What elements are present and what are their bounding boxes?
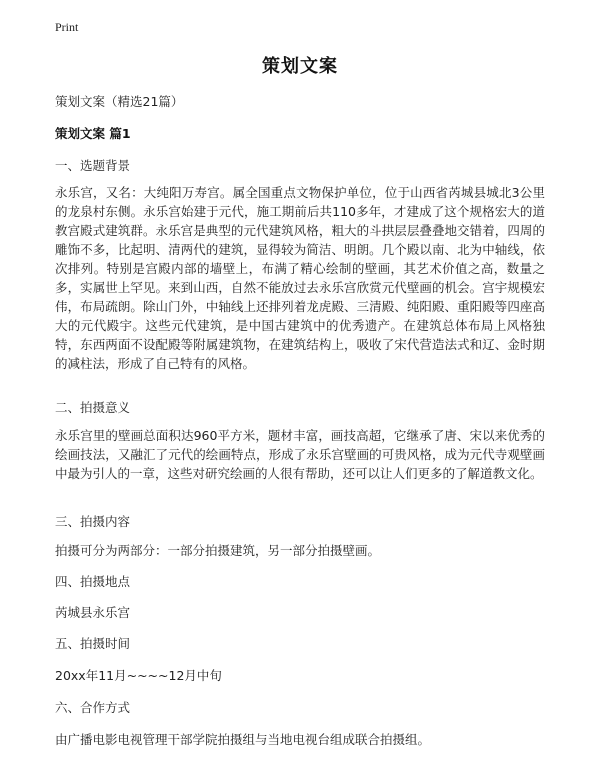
section-body-significance: 永乐宫里的壁画总面积达960平方米，题材丰富，画技高超，它继承了唐、宋以来优秀的绘画技法，又融汇了元代的绘画特点，形成了永乐宫壁画的可贵风格，成为元代寺观壁画中最为引人的一章，这些对研究绘画的人很有帮助，还可以让人们更多的了解道教文化。 — [55, 428, 545, 481]
section-body-location: 芮城县永乐宫 — [55, 605, 131, 620]
print-link[interactable]: Print — [55, 20, 79, 34]
article-title: 策划文案 篇1 — [55, 126, 131, 141]
page-title: 策划文案 — [262, 56, 338, 77]
document-subtitle: 策划文案（精选21篇） — [55, 94, 184, 109]
section-body-cooperation: 由广播电影电视管理干部学院拍摄组与当地电视台组成联合拍摄组。 — [55, 732, 431, 747]
section-body-background: 永乐宫，又名：大纯阳万寿宫。属全国重点文物保护单位，位于山西省芮城县城北3公里的龙泉村东侧。永乐宫始建于元代，施工期前后共110多年，才建成了这个规格宏大的道教宫殿式建筑群。永乐宫是典型的元代建筑风格，粗大的斗拱层层叠叠地交错着，四周的雕饰不多，比起明、清两代的建筑，显得较为简洁、明朗。几个殿以南、北为中轴线，依次排列。特别是宫殿内部的墙壁上，布满了精心绘制的壁画，其艺术价值之高，数量之多，实属世上罕见。来到山西，自然不能放过去永乐宫欣赏元代壁画的机会。宫宇规模宏伟，布局疏朗。除山门外，中轴线上还排列着龙虎殿、三清殿、纯阳殿、重阳殿等四座高大的元代殿宇。这些元代建筑，是中国古建筑中的优秀遗产。在建筑总体布局上风格独特，东西两面不设配殿等附属建筑物，在建筑结构上，吸收了宋代营造法式和辽、金时期的减柱法，形成了自己特有的风格。 — [55, 185, 545, 371]
section-body-time: 20xx年11月~~~~12月中旬 — [55, 668, 222, 683]
section-heading-content: 三、拍摄内容 — [55, 514, 131, 529]
section-heading-time: 五、拍摄时间 — [55, 636, 131, 651]
section-heading-significance: 二、拍摄意义 — [55, 400, 131, 415]
section-heading-background: 一、选题背景 — [55, 158, 131, 173]
section-heading-location: 四、拍摄地点 — [55, 574, 131, 589]
section-heading-cooperation: 六、合作方式 — [55, 700, 131, 715]
section-body-content: 拍摄可分为两部分：一部分拍摄建筑，另一部分拍摄壁画。 — [55, 543, 381, 558]
